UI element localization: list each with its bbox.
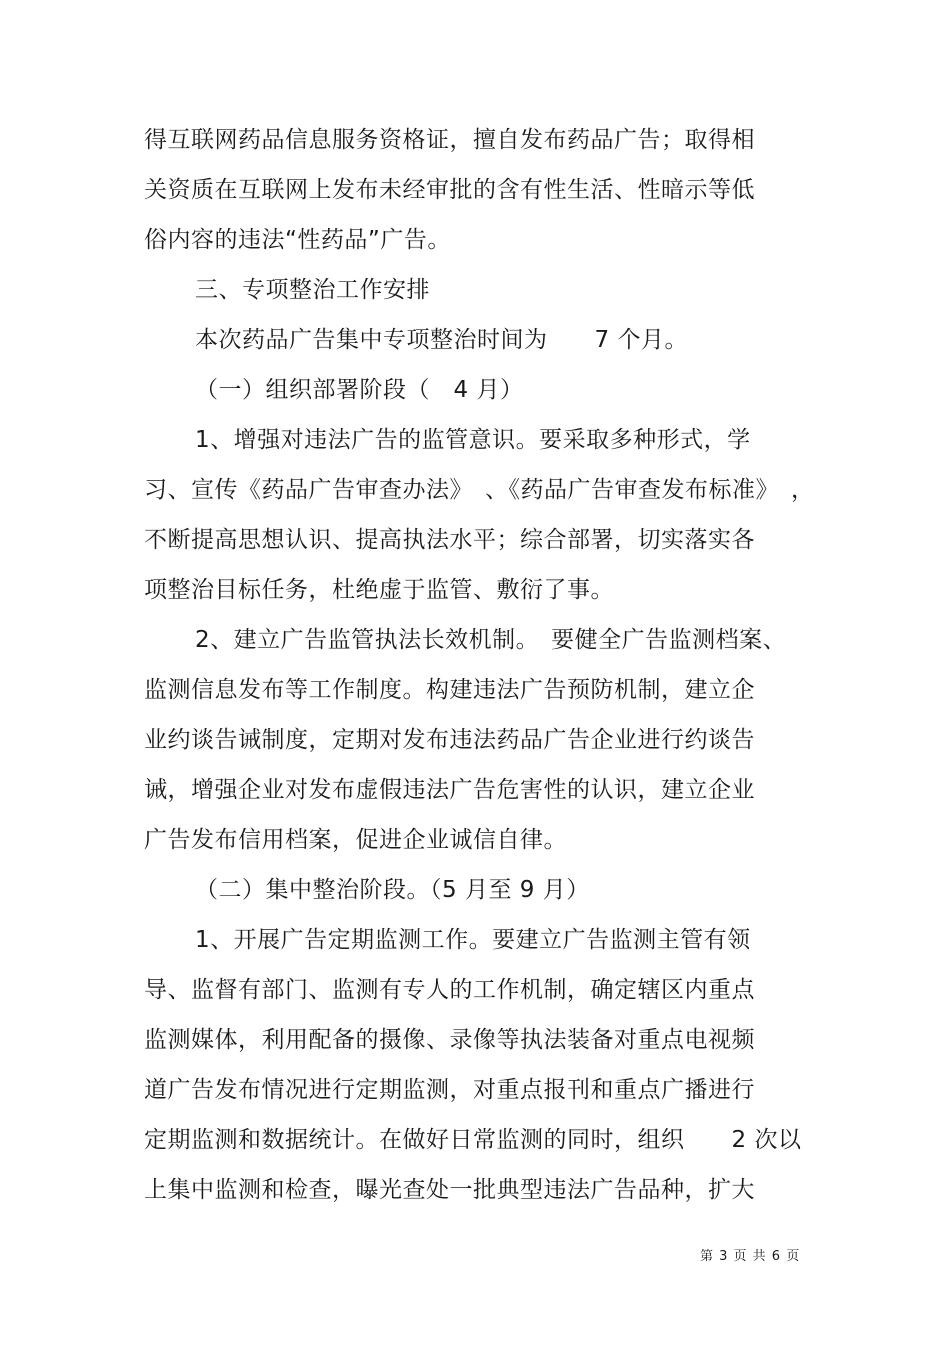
page-number-footer: 第 3 页 共 6 页	[700, 1249, 801, 1264]
section-heading: 三、专项整治工作安排	[195, 277, 430, 303]
body-text-line: 1、增强对违法广告的监管意识。要采取多种形式，学	[195, 427, 751, 453]
body-text-line: 定期监测和数据统计。在做好日常监测的同时，组织 2 次以	[144, 1127, 802, 1153]
body-text-line: 广告发布信用档案，促进企业诚信自律。	[144, 827, 567, 853]
body-text-line: 得互联网药品信息服务资格证，擅自发布药品广告；取得相	[144, 127, 755, 153]
body-text-line: 习、宣传《药品广告审查办法》 、《药品广告审查发布标准》 ，	[144, 477, 815, 503]
body-text-line: 监测媒体，利用配备的摄像、录像等执法装备对重点电视频	[144, 1027, 755, 1053]
body-text-line: 本次药品广告集中专项整治时间为 7 个月。	[195, 327, 688, 353]
body-text-line: 诫，增强企业对发布虚假违法广告危害性的认识，建立企业	[144, 777, 755, 803]
body-text-line: 项整治目标任务，杜绝虚于监管、敷衍了事。	[144, 577, 614, 603]
body-text-line: 上集中监测和检查，曝光查处一批典型违法广告品种，扩大	[144, 1177, 755, 1203]
body-text-line: 导、监督有部门、监测有专人的工作机制，确定辖区内重点	[144, 977, 755, 1003]
body-text-line: 2、建立广告监管执法长效机制。 要健全广告监测档案、	[195, 627, 787, 653]
subsection-heading: （二）集中整治阶段。（5 月至 9 月）	[195, 877, 590, 903]
subsection-heading: （一）组织部署阶段（ 4 月）	[195, 377, 524, 403]
body-text-line: 俗内容的违法“性药品”广告。	[144, 227, 451, 253]
body-text-line: 不断提高思想认识、提高执法水平；综合部署，切实落实各	[144, 527, 755, 553]
body-text-line: 道广告发布情况进行定期监测，对重点报刊和重点广播进行	[144, 1077, 755, 1103]
body-text-line: 监测信息发布等工作制度。构建违法广告预防机制，建立企	[144, 677, 755, 703]
body-text-line: 业约谈告诫制度，定期对发布违法药品广告企业进行约谈告	[144, 727, 755, 753]
body-text-line: 1、开展广告定期监测工作。要建立广告监测主管有领	[195, 927, 751, 953]
body-text-line: 关资质在互联网上发布未经审批的含有性生活、性暗示等低	[144, 177, 755, 203]
